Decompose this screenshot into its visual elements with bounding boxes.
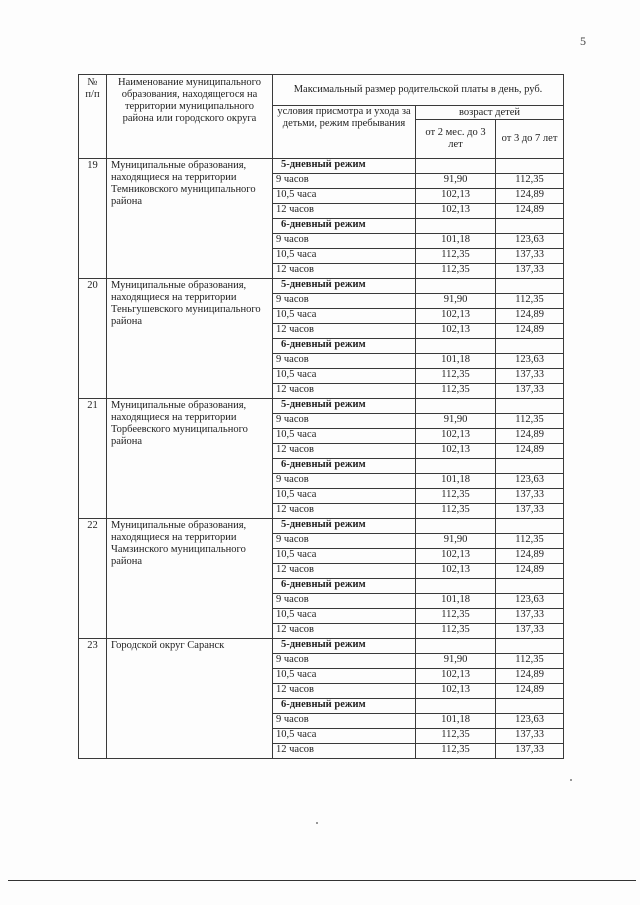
fee-3-to-7-cell: 137,33 xyxy=(496,624,564,639)
hours-cell: 9 часов xyxy=(273,294,416,309)
fee-under-3-cell: 91,90 xyxy=(416,534,496,549)
empty-cell xyxy=(416,579,496,594)
fee-3-to-7-cell: 137,33 xyxy=(496,369,564,384)
fee-under-3-cell: 101,18 xyxy=(416,714,496,729)
municipality-name: Муниципальные образования, находящиеся на территории Теньгушевского муниципального района xyxy=(107,279,273,399)
fee-under-3-cell: 102,13 xyxy=(416,684,496,699)
mode-row xyxy=(79,639,564,654)
mode-title: 5-дневный режим xyxy=(273,639,416,654)
fee-under-3-cell: 112,35 xyxy=(416,504,496,519)
empty-cell xyxy=(496,519,564,534)
empty-cell xyxy=(416,339,496,354)
page-bottom-rule xyxy=(8,880,636,881)
municipality-name: Городской округ Саранск xyxy=(107,639,273,759)
mode-title: 5-дневный режим xyxy=(273,519,416,534)
parental-fee-table xyxy=(78,74,564,759)
fee-under-3-cell: 91,90 xyxy=(416,654,496,669)
mode-title: 5-дневный режим xyxy=(273,399,416,414)
hours-cell: 9 часов xyxy=(273,474,416,489)
fee-3-to-7-cell: 123,63 xyxy=(496,714,564,729)
empty-cell xyxy=(496,219,564,234)
fee-under-3-cell: 112,35 xyxy=(416,249,496,264)
fee-under-3-cell: 101,18 xyxy=(416,234,496,249)
hours-cell: 12 часов xyxy=(273,684,416,699)
fee-3-to-7-cell: 112,35 xyxy=(496,654,564,669)
fee-3-to-7-cell: 123,63 xyxy=(496,234,564,249)
mode-row xyxy=(79,279,564,294)
fee-under-3-cell: 112,35 xyxy=(416,264,496,279)
fee-under-3-cell: 102,13 xyxy=(416,444,496,459)
header-max-fee: Максимальный размер родительской платы в день, руб. xyxy=(273,75,564,106)
mode-title: 5-дневный режим xyxy=(273,279,416,294)
fee-3-to-7-cell: 124,89 xyxy=(496,189,564,204)
empty-cell xyxy=(496,699,564,714)
mode-title: 6-дневный режим xyxy=(273,579,416,594)
fee-3-to-7-cell: 112,35 xyxy=(496,294,564,309)
header-name: Наименование муниципального образования, находящегося на территории муниципального района или городского округа xyxy=(107,75,273,159)
hours-cell: 12 часов xyxy=(273,444,416,459)
fee-under-3-cell: 102,13 xyxy=(416,564,496,579)
mode-title: 6-дневный режим xyxy=(273,219,416,234)
fee-under-3-cell: 112,35 xyxy=(416,729,496,744)
empty-cell xyxy=(496,159,564,174)
empty-cell xyxy=(416,399,496,414)
fee-3-to-7-cell: 137,33 xyxy=(496,504,564,519)
fee-under-3-cell: 112,35 xyxy=(416,384,496,399)
hours-cell: 9 часов xyxy=(273,714,416,729)
hours-cell: 12 часов xyxy=(273,504,416,519)
empty-cell xyxy=(496,279,564,294)
row-number: 23 xyxy=(79,639,107,759)
hours-cell: 9 часов xyxy=(273,654,416,669)
fee-3-to-7-cell: 137,33 xyxy=(496,609,564,624)
fee-3-to-7-cell: 137,33 xyxy=(496,729,564,744)
hours-cell: 9 часов xyxy=(273,594,416,609)
fee-3-to-7-cell: 124,89 xyxy=(496,309,564,324)
header-age-col1: от 2 мес. до 3 лет xyxy=(416,120,496,159)
scan-speck xyxy=(570,779,572,781)
empty-cell xyxy=(416,639,496,654)
fee-under-3-cell: 112,35 xyxy=(416,624,496,639)
row-number: 20 xyxy=(79,279,107,399)
hours-cell: 12 часов xyxy=(273,384,416,399)
empty-cell xyxy=(416,279,496,294)
row-number: 22 xyxy=(79,519,107,639)
fee-under-3-cell: 102,13 xyxy=(416,324,496,339)
fee-3-to-7-cell: 124,89 xyxy=(496,444,564,459)
fee-3-to-7-cell: 124,89 xyxy=(496,429,564,444)
hours-cell: 12 часов xyxy=(273,324,416,339)
fee-3-to-7-cell: 124,89 xyxy=(496,669,564,684)
mode-row xyxy=(79,159,564,174)
hours-cell: 12 часов xyxy=(273,204,416,219)
empty-cell xyxy=(496,639,564,654)
hours-cell: 9 часов xyxy=(273,354,416,369)
hours-cell: 9 часов xyxy=(273,534,416,549)
municipality-name: Муниципальные образования, находящиеся на территории Темниковского муниципального района xyxy=(107,159,273,279)
empty-cell xyxy=(416,699,496,714)
empty-cell xyxy=(496,339,564,354)
fee-3-to-7-cell: 137,33 xyxy=(496,249,564,264)
fee-3-to-7-cell: 124,89 xyxy=(496,324,564,339)
fee-under-3-cell: 101,18 xyxy=(416,474,496,489)
header-age: возраст детей xyxy=(416,106,564,120)
page-number: 5 xyxy=(580,34,586,48)
mode-title: 6-дневный режим xyxy=(273,339,416,354)
hours-cell: 10,5 часа xyxy=(273,549,416,564)
municipality-name: Муниципальные образования, находящиеся на территории Чамзинского муниципального района xyxy=(107,519,273,639)
fee-3-to-7-cell: 124,89 xyxy=(496,549,564,564)
municipality-name: Муниципальные образования, находящиеся на территории Торбеевского муниципального района xyxy=(107,399,273,519)
hours-cell: 10,5 часа xyxy=(273,429,416,444)
empty-cell xyxy=(416,519,496,534)
hours-cell: 10,5 часа xyxy=(273,369,416,384)
fee-3-to-7-cell: 124,89 xyxy=(496,684,564,699)
hours-cell: 10,5 часа xyxy=(273,729,416,744)
fee-under-3-cell: 91,90 xyxy=(416,414,496,429)
row-number: 21 xyxy=(79,399,107,519)
hours-cell: 10,5 часа xyxy=(273,669,416,684)
mode-title: 5-дневный режим xyxy=(273,159,416,174)
fee-under-3-cell: 112,35 xyxy=(416,609,496,624)
fee-3-to-7-cell: 137,33 xyxy=(496,744,564,759)
fee-under-3-cell: 102,13 xyxy=(416,549,496,564)
table-body xyxy=(79,159,564,759)
empty-cell xyxy=(416,219,496,234)
hours-cell: 12 часов xyxy=(273,744,416,759)
fee-under-3-cell: 91,90 xyxy=(416,294,496,309)
empty-cell xyxy=(496,579,564,594)
empty-cell xyxy=(416,459,496,474)
fee-3-to-7-cell: 112,35 xyxy=(496,534,564,549)
fee-under-3-cell: 102,13 xyxy=(416,429,496,444)
mode-row xyxy=(79,399,564,414)
mode-title: 6-дневный режим xyxy=(273,459,416,474)
fee-under-3-cell: 102,13 xyxy=(416,669,496,684)
hours-cell: 9 часов xyxy=(273,174,416,189)
hours-cell: 12 часов xyxy=(273,624,416,639)
fee-under-3-cell: 112,35 xyxy=(416,369,496,384)
fee-3-to-7-cell: 123,63 xyxy=(496,354,564,369)
header-age-col2: от 3 до 7 лет xyxy=(496,120,564,159)
scan-speck xyxy=(316,822,318,824)
hours-cell: 10,5 часа xyxy=(273,309,416,324)
hours-cell: 12 часов xyxy=(273,264,416,279)
fee-3-to-7-cell: 123,63 xyxy=(496,594,564,609)
row-number: 19 xyxy=(79,159,107,279)
empty-cell xyxy=(496,399,564,414)
hours-cell: 10,5 часа xyxy=(273,249,416,264)
header-conditions: условия присмотра и ухода за детьми, режим пребывания xyxy=(273,106,416,159)
fee-3-to-7-cell: 137,33 xyxy=(496,384,564,399)
fee-3-to-7-cell: 137,33 xyxy=(496,264,564,279)
fee-under-3-cell: 102,13 xyxy=(416,189,496,204)
fee-3-to-7-cell: 123,63 xyxy=(496,474,564,489)
mode-title: 6-дневный режим xyxy=(273,699,416,714)
fee-3-to-7-cell: 124,89 xyxy=(496,564,564,579)
fee-under-3-cell: 112,35 xyxy=(416,744,496,759)
header-num: № п/п xyxy=(79,75,107,159)
hours-cell: 9 часов xyxy=(273,414,416,429)
fee-3-to-7-cell: 137,33 xyxy=(496,489,564,504)
fee-under-3-cell: 101,18 xyxy=(416,354,496,369)
fee-3-to-7-cell: 112,35 xyxy=(496,174,564,189)
hours-cell: 9 часов xyxy=(273,234,416,249)
hours-cell: 10,5 часа xyxy=(273,189,416,204)
hours-cell: 10,5 часа xyxy=(273,609,416,624)
fee-under-3-cell: 102,13 xyxy=(416,204,496,219)
fee-under-3-cell: 91,90 xyxy=(416,174,496,189)
hours-cell: 10,5 часа xyxy=(273,489,416,504)
fee-3-to-7-cell: 124,89 xyxy=(496,204,564,219)
hours-cell: 12 часов xyxy=(273,564,416,579)
fee-under-3-cell: 102,13 xyxy=(416,309,496,324)
fee-under-3-cell: 112,35 xyxy=(416,489,496,504)
empty-cell xyxy=(416,159,496,174)
empty-cell xyxy=(496,459,564,474)
mode-row xyxy=(79,519,564,534)
fee-3-to-7-cell: 112,35 xyxy=(496,414,564,429)
fee-under-3-cell: 101,18 xyxy=(416,594,496,609)
